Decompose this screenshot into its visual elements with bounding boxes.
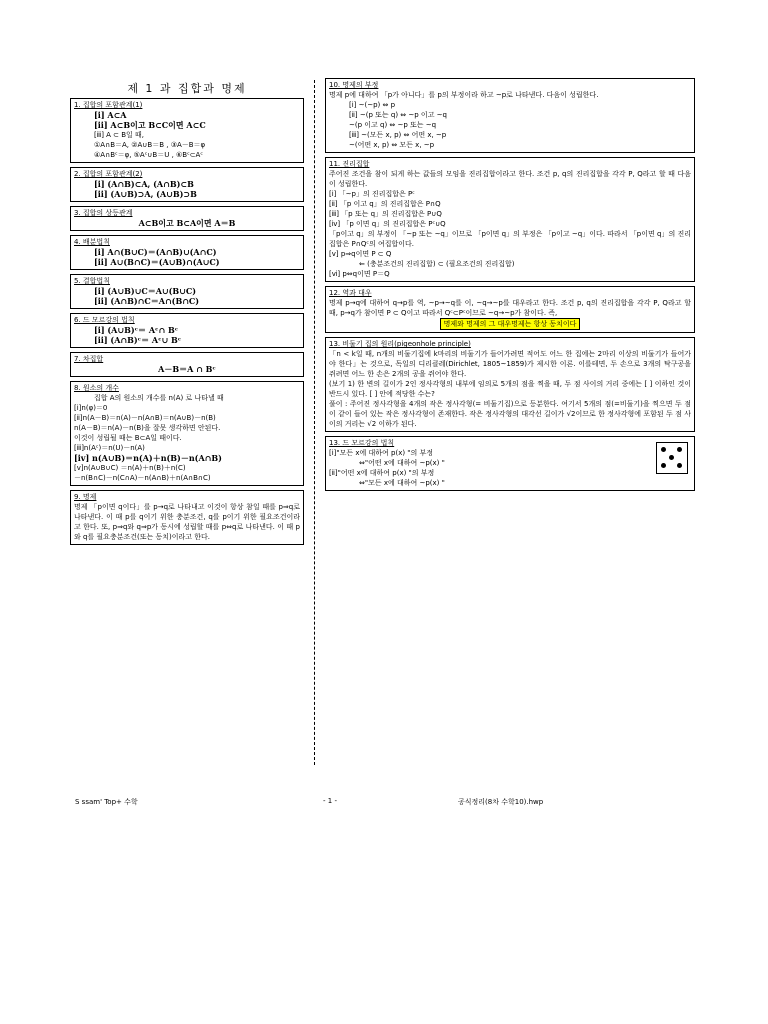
formula-line: ~(p 이고 q) ⇔ ~p 또는 ~q [349,121,437,129]
formula-line: A－B＝A ∩ Bᶜ [158,364,216,374]
formula-line: [ⅴ] p⇒q이면 P ⊂ Q [329,250,392,258]
formula-line: ⇐ (충분조건의 진리집합) ⊂ (필요조건의 진리집합) [359,260,515,268]
formula-line: [ⅰ]"모든 x에 대하여 p(x) "의 부정 [329,449,434,457]
formula-line: 풀이 : 주어진 정사각형을 4개의 작은 정사각형(= 비둘기집)으로 등분한다. 여기서 5개의 점(=비둘기)을 찍으면 두 점이 같이 들어 있는 작은 정사각형이 존재한다. 작은 정사각형의 대각선 길이가 √2이므로 한 정사각형에 포함된 두 점 사이의 거리는 √2 이하가 된다. [329,400,691,428]
formula-line: [ⅱ] (A∪B)⊃A, (A∪B)⊃B [94,189,197,199]
formula-line: 명제 p→q에 대하여 q→p를 역, ~p→~q를 이, ~q→~p를 대우라고 한다. 조건 p, q의 진리집합을 각각 P, Q라고 할 때, p→q가 참이면 P ⊂ Q이고 따라서 Qᶜ⊂Pᶜ이므로 ~q→~p가 참이다. 즉, [329,299,691,317]
section-heading: 6. 드 모르강의 법칙 [74,316,135,324]
section-box [325,78,695,153]
formula-line: n(A－B)＝n(A)－n(B)을 잘못 생각하면 안된다. [74,424,221,432]
section-heading: 7. 차집합 [74,355,104,363]
section-box [70,235,304,270]
formula-line: [ⅳ] 「p 이면 q」의 진리집합은 Pᶜ∪Q [329,220,446,228]
formula-line: [ⅰ] A∩(B∪C)＝(A∩B)∪(A∩C) [94,247,217,257]
formula-line: [ⅵ] p⇔q이면 P＝Q [329,270,390,278]
formula-line: [ⅱ] A∪(B∩C)＝(A∪B)∩(A∪C) [94,257,220,267]
formula-line: [ⅲ] 「p 또는 q」의 진리집합은 P∪Q [329,210,442,218]
footer-filename: 공식정리(8차 수학10).hwp [458,798,544,806]
section-heading: 13. 비둘기 집의 원리(pigeonhole principle) [329,340,471,348]
footer-left: S ssam' Top+ 수학 [75,798,138,806]
formula-line: [ⅰ] 「~p」의 진리집합은 Pᶜ [329,190,415,198]
formula-line: [ⅰ] (A∪B)ᶜ＝ Aᶜ∩ Bᶜ [94,325,179,335]
section-box [70,352,304,377]
footer-page-number: - 1 - [323,797,337,805]
left-column [70,98,304,549]
section-heading: 5. 결합법칙 [74,277,110,285]
formula-line: [ⅰ] (A∩B)⊂A, (A∩B)⊂B [94,179,194,189]
section-heading: 11. 진리집합 [329,160,370,168]
formula-line: [ⅱ] (A∩B)∩C＝A∩(B∩C) [94,296,200,306]
section-box [325,286,695,333]
right-column [325,78,695,495]
section-box [70,381,304,486]
section-box [70,98,304,163]
formula-line: [ⅰ]n(φ)＝0 [74,404,108,412]
section-heading: 9. 명제 [74,493,97,501]
section-box [70,167,304,202]
section-box [325,157,695,282]
section-box [70,490,304,545]
formula-line: ~(어떤 x, p) ⇔ 모든 x, ~p [349,141,435,149]
section-box [325,337,695,432]
formula-line: [ⅴ]n(A∪B∪C) ＝n(A)＋n(B)＋n(C) [74,464,186,472]
formula-line: 이것이 성립될 때는 B⊂A일 때이다. [74,434,182,442]
section-heading: 13. 드 모르강의 법칙 [329,439,395,447]
formula-line: [ⅲ]n(Aᶜ)＝n(U)－n(A) [74,444,145,452]
page-title: 제 1 과 집합과 명제 [127,82,247,95]
formula-line: A⊂B이고 B⊂A이면 A＝B [138,218,236,228]
formula-line: －n(B∩C)－n(C∩A)－n(A∩B)＋n(A∩B∩C) [74,474,211,482]
formula-line: ⇔"모든 x에 대하여 ~p(x) " [359,479,445,487]
formula-line: ④A∩Bᶜ＝φ, ⑤Aᶜ∪B＝U , ⑥Bᶜ⊂Aᶜ [94,151,203,159]
section-heading: 2. 집합의 포함관계(2) [74,170,143,178]
section-box [70,313,304,348]
formula-line: 명제 p에 대하여 「p가 아니다」를 p의 부정이라 하고 ~p로 나타낸다. 다음이 성립한다. [329,91,599,99]
formula-line: [ⅱ] A⊂B이고 B⊂C이면 A⊂C [94,120,206,130]
section-heading: 12. 역과 대우 [329,289,372,297]
formula-line: 주어진 조건을 참이 되게 하는 값들의 모임을 진리집합이라고 한다. 조건 p, q의 진리집합을 각각 P, Q라고 할 때 다음이 성립한다. [329,170,691,188]
formula-line: 「p이고 q」의 부정이 「~p 또는 ~q」이므로 「p이면 q」의 부정은 「p이고 ~q」이다. 따라서 「p이면 q」의 진리집합은 P∩Qᶜ의 여집합이다. [329,230,691,248]
column-divider [314,80,315,765]
section-box [70,274,304,309]
section-box [70,206,304,231]
section-heading: 3. 집합의 상등관계 [74,209,133,217]
formula-line: [ⅱ] 「p 이고 q」의 진리집합은 P∩Q [329,200,441,208]
section-box [325,436,695,491]
formula-line [329,318,691,330]
formula-line: [ⅱ] ~(p 또는 q) ⇔ ~p 이고 ~q [349,111,447,119]
formula-line: [ⅳ] n(A∪B)＝n(A)＋n(B)－n(A∩B) [74,453,222,463]
formula-line: ⇔"어떤 x에 대하여 ~p(x) " [359,459,445,467]
formula-line: [ⅱ]"어떤 x에 대하여 p(x) "의 부정 [329,469,435,477]
formula-line: 집합 A의 원소의 개수를 n(A) 로 나타낼 때 [94,394,224,402]
formula-line: 명제 「p이면 q이다」를 p→q로 나타내고 이것이 항상 참일 때를 p⇒q로 나타낸다. 이 때 p를 q이기 위한 충분조건, q를 p이기 위한 필요조건이라고 한다. 또, p⇒q와 q⇒p가 동시에 성립할 때를 p⇔q로 나타낸다. 이 때 p와 q를 필요충분조건(또는 동치)이라고 한다. [74,503,300,541]
section-heading: 10. 명제의 부정 [329,81,379,89]
section-heading: 4. 배분법칙 [74,238,110,246]
formula-line: ①A∩B＝A, ②A∪B＝B , ③A－B＝φ [94,141,206,149]
section-heading: 1. 집합의 포함관계(1) [74,101,143,109]
formula-line: [ⅲ] A ⊂ B일 때, [94,131,145,139]
formula-line: [ⅱ]n(A－B)＝n(A)－n(A∩B)＝n(A∪B)－n(B) [74,414,216,422]
formula-line: [ⅰ] ~(~p) ⇔ p [349,101,396,109]
highlight-note: 명제와 명제의 그 대우명제는 항상 동치이다 [440,318,581,330]
formula-line: [ⅱ] (A∩B)ᶜ＝ Aᶜ∪ Bᶜ [94,335,182,345]
formula-line: [ⅰ] (A∪B)∪C＝A∪(B∪C) [94,286,197,296]
formula-line: [ⅰ] A⊂A [94,110,127,120]
section-heading: 8. 원소의 개수 [74,384,119,392]
formula-line: (보기 1) 한 변의 길이가 2인 정사각형의 내부에 임의로 5개의 점을 찍을 때, 두 점 사이의 거리 중에는 [ ] 이하인 것이 반드시 있다. [ ] 안에 적당한 수는? [329,380,691,398]
formula-line: 「n < k일 때, n개의 비둘기집에 k마리의 비둘기가 들어가려면 적어도 어느 한 집에는 2마리 이상의 비둘기가 들어가야 한다」는 것으로, 독일의 디리클레(Dirichlet, 1805~1859)가 제시한 이론. 이를테면, 두 손으로 3개의 탁구공을 쥐려면 어느 한 손은 2개의 공을 쥐어야 한다. [329,350,691,378]
formula-line: [ⅲ] ~(모든 x, p) ⇔ 어떤 x, ~p [349,131,447,139]
